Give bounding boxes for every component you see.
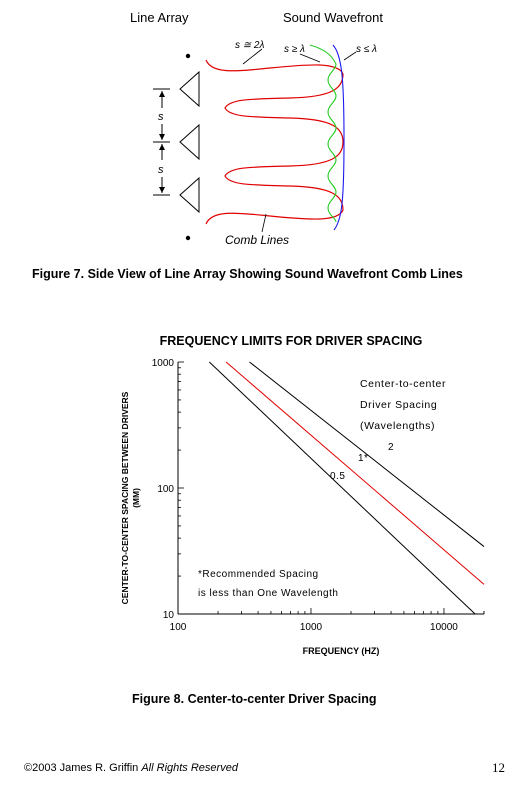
spacing-dimension bbox=[153, 89, 170, 195]
spacing-label-2: s bbox=[158, 164, 164, 176]
legend-title-line: (Wavelengths) bbox=[360, 420, 436, 432]
green-wavefront bbox=[310, 45, 336, 222]
series-label: 0.5 bbox=[330, 471, 346, 482]
label-s-le-lambda: s ≤ λ bbox=[356, 44, 377, 55]
comb-lines bbox=[206, 60, 343, 224]
x-tick-label: 100 bbox=[169, 622, 187, 633]
pointer-2lambda bbox=[243, 49, 262, 64]
sound-wavefront-label: Sound Wavefront bbox=[283, 10, 383, 25]
y-tick-label: 1000 bbox=[151, 358, 174, 369]
series-line bbox=[226, 362, 484, 584]
figure-7-caption: Figure 7. Side View of Line Array Showing Sound Wavefront Comb Lines bbox=[32, 267, 463, 281]
line-array-label: Line Array bbox=[130, 10, 189, 25]
pointer-lambda bbox=[300, 54, 320, 62]
x-axis-label: FREQUENCY (HZ) bbox=[302, 646, 380, 656]
label-s-ge-lambda: s ≥ λ bbox=[284, 44, 305, 55]
speaker-driver-3 bbox=[180, 178, 199, 212]
array-dot-bottom bbox=[186, 236, 190, 240]
y-axis-label: CENTER-TO-CENTER SPACING BETWEEN DRIVERS(MM) bbox=[120, 391, 141, 605]
pointer-le-lambda bbox=[344, 52, 356, 60]
figure-8-caption: Figure 8. Center-to-center Driver Spacing bbox=[132, 692, 377, 706]
legend-title-line: Center-to-center bbox=[360, 378, 447, 390]
y-tick-label: 100 bbox=[157, 484, 174, 495]
footer-copyright bbox=[24, 762, 238, 774]
spacing-label-1: s bbox=[158, 111, 164, 123]
speaker-driver-1 bbox=[180, 72, 199, 106]
figure-7-diagram bbox=[0, 0, 524, 260]
array-dot-top bbox=[186, 54, 190, 58]
legend-title-line: Driver Spacing bbox=[360, 399, 438, 411]
pointer-comb-lines bbox=[262, 214, 266, 232]
driver-spacing-chart bbox=[0, 320, 524, 670]
annotation-line: is less than One Wavelength bbox=[198, 588, 339, 599]
series-label: 1* bbox=[358, 453, 369, 464]
x-tick-label: 1000 bbox=[299, 622, 323, 633]
copyright-text: ©2003 James R. Griffin bbox=[24, 762, 139, 774]
comb-lines-label: Comb Lines bbox=[225, 233, 290, 247]
rights-text: All Rights Reserved bbox=[141, 762, 238, 774]
series-label: 2 bbox=[388, 442, 395, 453]
annotation-line: *Recommended Spacing bbox=[198, 569, 319, 580]
label-s-approx-2lambda: s ≅ 2λ bbox=[235, 40, 265, 51]
page-number: 12 bbox=[492, 760, 505, 775]
y-tick-label: 10 bbox=[162, 610, 174, 621]
speaker-driver-2 bbox=[180, 125, 199, 159]
x-tick-label: 10000 bbox=[430, 622, 458, 633]
chart-title: FREQUENCY LIMITS FOR DRIVER SPACING bbox=[159, 334, 423, 348]
